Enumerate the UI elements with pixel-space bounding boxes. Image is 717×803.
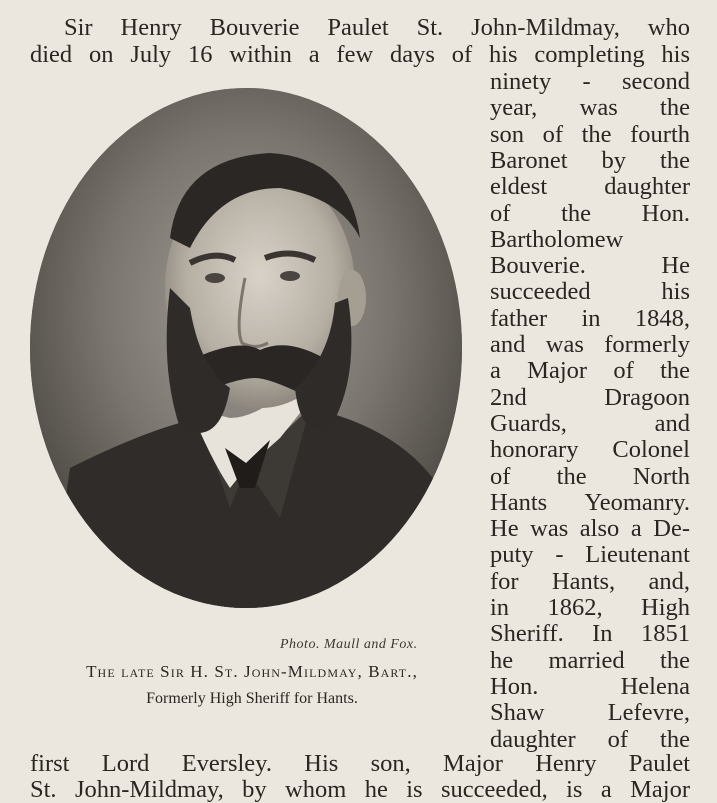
article-line: in 1862, High (490, 594, 690, 621)
article-line: died on July 16 within a few days of his completing his (30, 41, 690, 68)
article-line: puty - Lieutenant (490, 541, 690, 569)
article-line: Hon. Helena (490, 672, 690, 700)
portrait-photo (30, 88, 462, 608)
article-line: a Major of the (490, 357, 690, 385)
article-line: daughter of the (490, 725, 690, 753)
article-line: son of the fourth (490, 120, 690, 148)
article-line: he married the (490, 646, 690, 674)
article-line: Bartholomew (490, 225, 624, 253)
article-line: of the Hon. (490, 199, 690, 227)
article-line: Guards, and (490, 409, 690, 437)
article-line: year, was the (490, 94, 690, 122)
article-line: Sir Henry Bouverie Paulet St. John-Mildmay, who (64, 14, 690, 41)
article-line: He was also a De- (490, 515, 690, 543)
figure-caption-subtitle: Formerly High Sheriff for Hants. (146, 690, 358, 707)
article-line: eldest daughter (490, 173, 690, 201)
article-line: and was formerly (490, 331, 690, 358)
article-line: Hants Yeomanry. (490, 488, 690, 516)
article-line: Baronet by the (490, 146, 690, 174)
article-line: of the North (490, 462, 690, 490)
article-line: for Hants, and, (490, 567, 690, 595)
article-line: first Lord Eversley. His son, Major Henry Paulet (30, 750, 690, 777)
portrait-illustration (30, 88, 462, 608)
article-line: ninety - second (490, 68, 690, 95)
photo-credit: Photo. Maull and Fox. (280, 637, 418, 652)
article-line: succeeded his (490, 278, 690, 306)
article-line: St. John-Mildmay, by whom he is succeeded, is a Major (30, 776, 690, 803)
article-line: father in 1848, (490, 304, 690, 332)
article-line: 2nd Dragoon (490, 383, 690, 411)
article-line: Shaw Lefevre, (490, 699, 690, 727)
article-line: Bouverie. He (490, 252, 690, 280)
article-line: Sheriff. In 1851 (490, 620, 690, 648)
figure-caption-title: The late Sir H. St. John-Mildmay, Bart., (86, 662, 418, 681)
article-line: honorary Colonel (490, 436, 690, 464)
